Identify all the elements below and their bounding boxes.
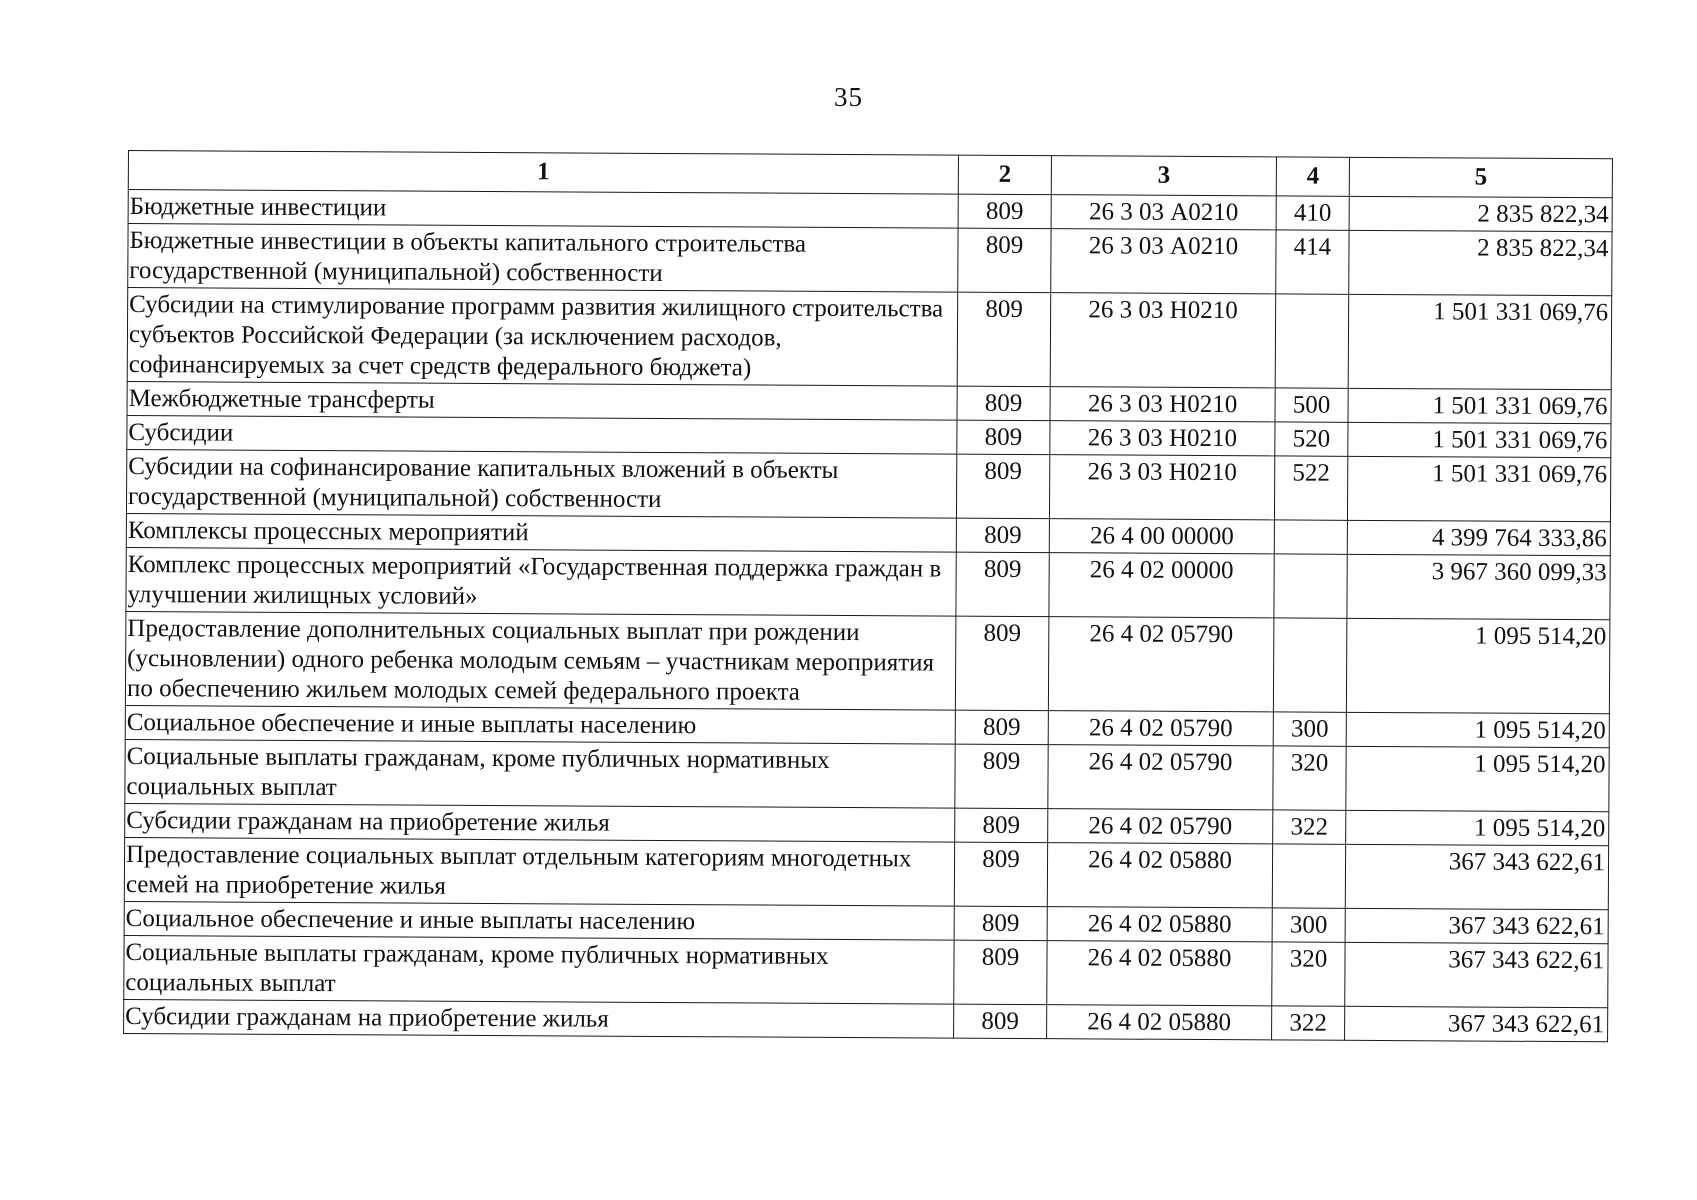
row-col-3: 26 3 03 Н0210 [1050, 293, 1276, 388]
row-name: Социальные выплаты гражданам, кроме публичных нормативных социальных выплат [125, 739, 955, 808]
table-row [127, 288, 1612, 390]
row-col-3: 26 4 00 00000 [1049, 519, 1274, 554]
row-col-3: 26 3 03 Н0210 [1050, 387, 1275, 422]
row-col-4 [1274, 520, 1347, 554]
row-col-4: 414 [1276, 230, 1349, 294]
row-amount: 2 835 822,34 [1349, 230, 1612, 295]
row-name: Межбюджетные трансферты [127, 381, 957, 420]
page-number: 35 [834, 82, 863, 112]
row-col-2: 809 [957, 420, 1050, 455]
table-row [124, 999, 1608, 1041]
row-amount: 1 095 514,20 [1346, 746, 1609, 811]
row-amount: 3 967 360 099,33 [1347, 554, 1610, 619]
row-amount: 1 501 331 069,76 [1348, 388, 1611, 423]
row-col-2: 809 [955, 808, 1048, 843]
header-col-3: 3 [1051, 156, 1276, 196]
table-row [126, 449, 1610, 521]
row-name: Предоставление социальных выплат отдельным категориям многодетных семей на приобретение жилья [124, 837, 954, 906]
row-col-2: 809 [954, 940, 1047, 1005]
row-amount: 1 095 514,20 [1346, 618, 1610, 713]
row-col-2: 809 [958, 194, 1051, 229]
row-amount: 367 343 622,61 [1345, 1006, 1608, 1041]
row-name: Социальное обеспечение и иные выплаты населению [124, 901, 954, 940]
row-amount: 1 095 514,20 [1346, 810, 1609, 845]
table-row [125, 611, 1610, 713]
row-col-4: 520 [1275, 422, 1348, 456]
row-col-4 [1275, 294, 1349, 388]
row-name: Социальное обеспечение и иные выплаты населению [125, 705, 955, 744]
row-col-3: 26 4 02 05880 [1047, 1005, 1272, 1040]
row-col-3: 26 4 02 05880 [1047, 907, 1272, 942]
row-amount: 1 501 331 069,76 [1348, 422, 1611, 457]
row-col-4: 322 [1273, 810, 1346, 844]
row-col-4 [1273, 618, 1347, 712]
row-col-2: 809 [958, 228, 1051, 293]
row-amount: 1 501 331 069,76 [1347, 456, 1610, 521]
header-col-4: 4 [1276, 157, 1349, 196]
table-row [124, 935, 1608, 1007]
row-col-2: 809 [954, 906, 1047, 941]
row-name: Субсидии на софинансирование капитальных вложений в объекты государственной (муниципальной) собственности [126, 449, 956, 518]
table-row [125, 739, 1609, 811]
row-name: Комплекс процессных мероприятий «Государственная поддержка граждан в улучшении жилищных условий» [126, 547, 956, 616]
row-col-3: 26 4 02 00000 [1049, 553, 1274, 618]
row-amount: 367 343 622,61 [1345, 908, 1608, 943]
row-col-3: 26 4 02 05790 [1048, 809, 1273, 844]
budget-table [123, 150, 1613, 1042]
row-name: Бюджетные инвестиции [128, 190, 958, 229]
row-col-3: 26 4 02 05880 [1047, 941, 1272, 1006]
row-name: Субсидии на стимулирование программ развития жилищного строительства субъектов Российской Федерации (за исключением расходов, софинансируемых за счет средств федерального бюджета) [127, 288, 958, 387]
row-col-3: 26 3 03 Н0210 [1049, 455, 1274, 520]
header-col-1: 1 [128, 151, 958, 195]
row-amount: 1 095 514,20 [1346, 712, 1609, 747]
row-col-2: 809 [957, 292, 1051, 387]
row-col-2: 809 [955, 744, 1048, 809]
row-amount: 4 399 764 333,86 [1347, 520, 1610, 555]
row-col-3: 26 4 02 05880 [1047, 843, 1272, 908]
row-name: Комплексы процессных мероприятий [126, 513, 956, 552]
table-row [126, 547, 1610, 619]
row-col-3: 26 4 02 05790 [1048, 617, 1274, 712]
row-col-2: 809 [956, 552, 1049, 617]
row-name: Субсидии [127, 415, 957, 454]
row-name: Социальные выплаты гражданам, кроме публичных нормативных социальных выплат [124, 935, 954, 1004]
row-col-4: 300 [1273, 712, 1346, 746]
row-col-3: 26 3 03 А0210 [1051, 195, 1276, 230]
table-row [124, 837, 1608, 909]
row-name: Субсидии гражданам на приобретение жилья [125, 803, 955, 842]
row-col-4: 522 [1274, 456, 1347, 520]
row-col-2: 809 [955, 616, 1049, 711]
row-col-3: 26 4 02 05790 [1048, 711, 1273, 746]
row-col-4 [1272, 844, 1345, 908]
row-col-3: 26 3 03 Н0210 [1050, 421, 1275, 456]
row-col-2: 809 [954, 842, 1047, 907]
row-col-4 [1274, 554, 1347, 618]
row-col-4: 320 [1273, 746, 1346, 810]
row-name: Субсидии гражданам на приобретение жилья [124, 999, 954, 1038]
row-col-2: 809 [955, 710, 1048, 745]
row-col-3: 26 4 02 05790 [1048, 745, 1273, 810]
row-col-4: 300 [1272, 908, 1345, 942]
table-row [128, 224, 1612, 296]
row-amount: 367 343 622,61 [1345, 942, 1608, 1007]
row-col-4: 320 [1272, 942, 1345, 1006]
row-amount: 2 835 822,34 [1349, 196, 1612, 231]
row-amount: 367 343 622,61 [1345, 844, 1608, 909]
row-col-2: 809 [956, 518, 1049, 553]
row-col-4: 500 [1275, 388, 1348, 422]
row-name: Бюджетные инвестиции в объекты капитального строительства государственной (муниципальной) собственности [128, 224, 958, 293]
row-col-4: 410 [1276, 196, 1349, 230]
row-col-2: 809 [956, 454, 1049, 519]
row-col-2: 809 [957, 386, 1050, 421]
header-col-2: 2 [958, 155, 1051, 195]
row-name: Предоставление дополнительных социальных выплат при рождении (усыновлении) одного ребенка молодым семьям – участникам мероприятия по обеспечению жильем молодых семей федерального проекта [125, 611, 956, 710]
row-amount: 1 501 331 069,76 [1348, 294, 1612, 389]
row-col-2: 809 [954, 1004, 1047, 1039]
header-col-5: 5 [1349, 157, 1612, 197]
row-col-4: 322 [1272, 1006, 1345, 1040]
row-col-3: 26 3 03 А0210 [1051, 229, 1276, 294]
